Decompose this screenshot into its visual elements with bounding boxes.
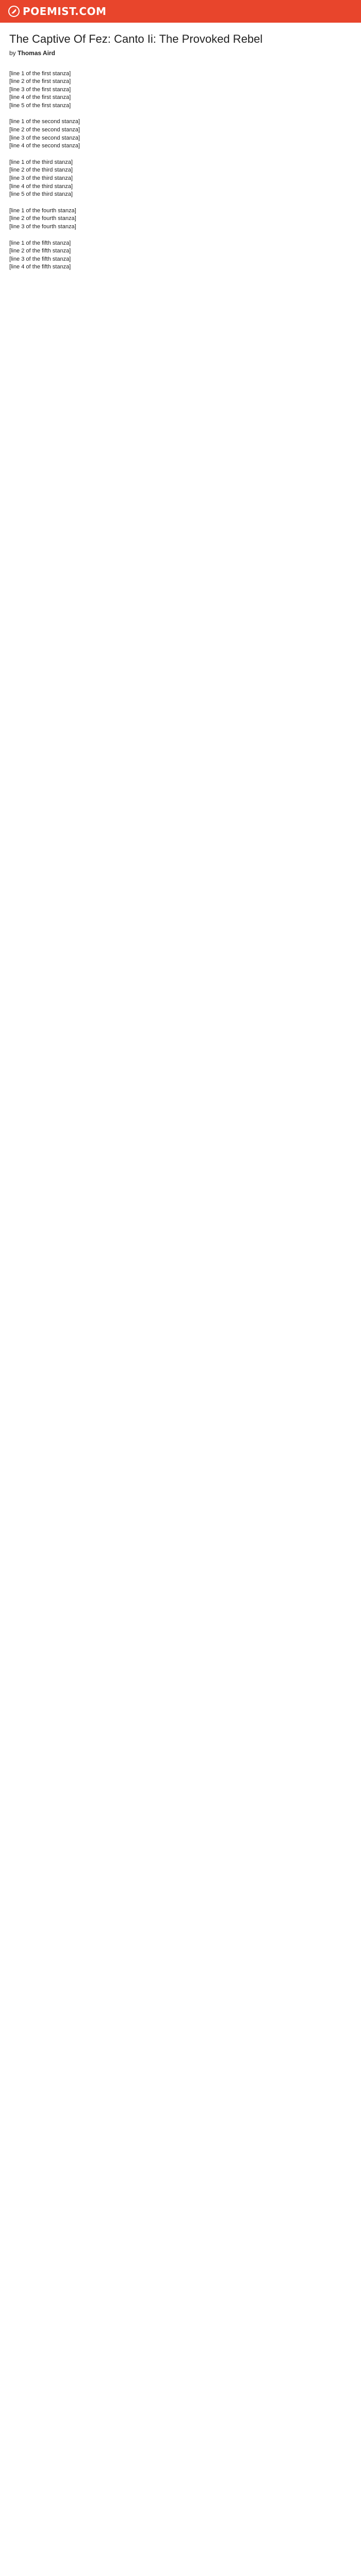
poem-line: [line 2 of the first stanza] [9,78,71,85]
poem-line: [line 1 of the second stanza] [9,118,80,125]
poem-line: [line 3 of the second stanza] [9,134,80,141]
poem-line: [line 4 of the second stanza] [9,143,80,149]
poem-title: The Captive Of Fez: Canto Ii: The Provoked Rebel [9,32,263,45]
poem-line: [line 4 of the fifth stanza] [9,264,71,270]
poem-line: [line 3 of the first stanza] [9,86,71,93]
poem-line: [line 5 of the first stanza] [9,102,71,109]
poem-content [0,23,361,2576]
poem-line: [line 4 of the first stanza] [9,94,71,101]
stanza [9,70,352,110]
poem-line: [line 3 of the fifth stanza] [9,256,71,262]
poem-line: [line 4 of the third stanza] [9,183,73,190]
poem-line: [line 2 of the third stanza] [9,167,73,174]
poem-line: [line 1 of the fourth stanza] [9,207,76,214]
poem-body [9,70,352,272]
by-label: by [9,49,16,57]
stanza [9,240,352,272]
poem-line: [line 1 of the first stanza] [9,70,71,77]
author-line [9,49,352,57]
site-logo-text: POEMIST.COM [23,5,107,18]
site-logo-link[interactable] [8,5,106,18]
poem-line: [line 3 of the third stanza] [9,175,73,182]
poem-line: [line 3 of the fourth stanza] [9,224,76,230]
stanza [9,207,352,231]
stanza [9,159,352,199]
author-link[interactable]: Thomas Aird [18,49,55,57]
poem-line: [line 1 of the third stanza] [9,159,73,165]
site-header [0,0,361,23]
quill-icon [8,6,20,17]
poem-line: [line 2 of the fifth stanza] [9,248,71,255]
poem-line: [line 1 of the fifth stanza] [9,240,71,246]
poem-line: [line 2 of the second stanza] [9,127,80,133]
poem-line: [line 2 of the fourth stanza] [9,215,76,222]
stanza [9,118,352,150]
poem-line: [line 5 of the third stanza] [9,191,73,198]
